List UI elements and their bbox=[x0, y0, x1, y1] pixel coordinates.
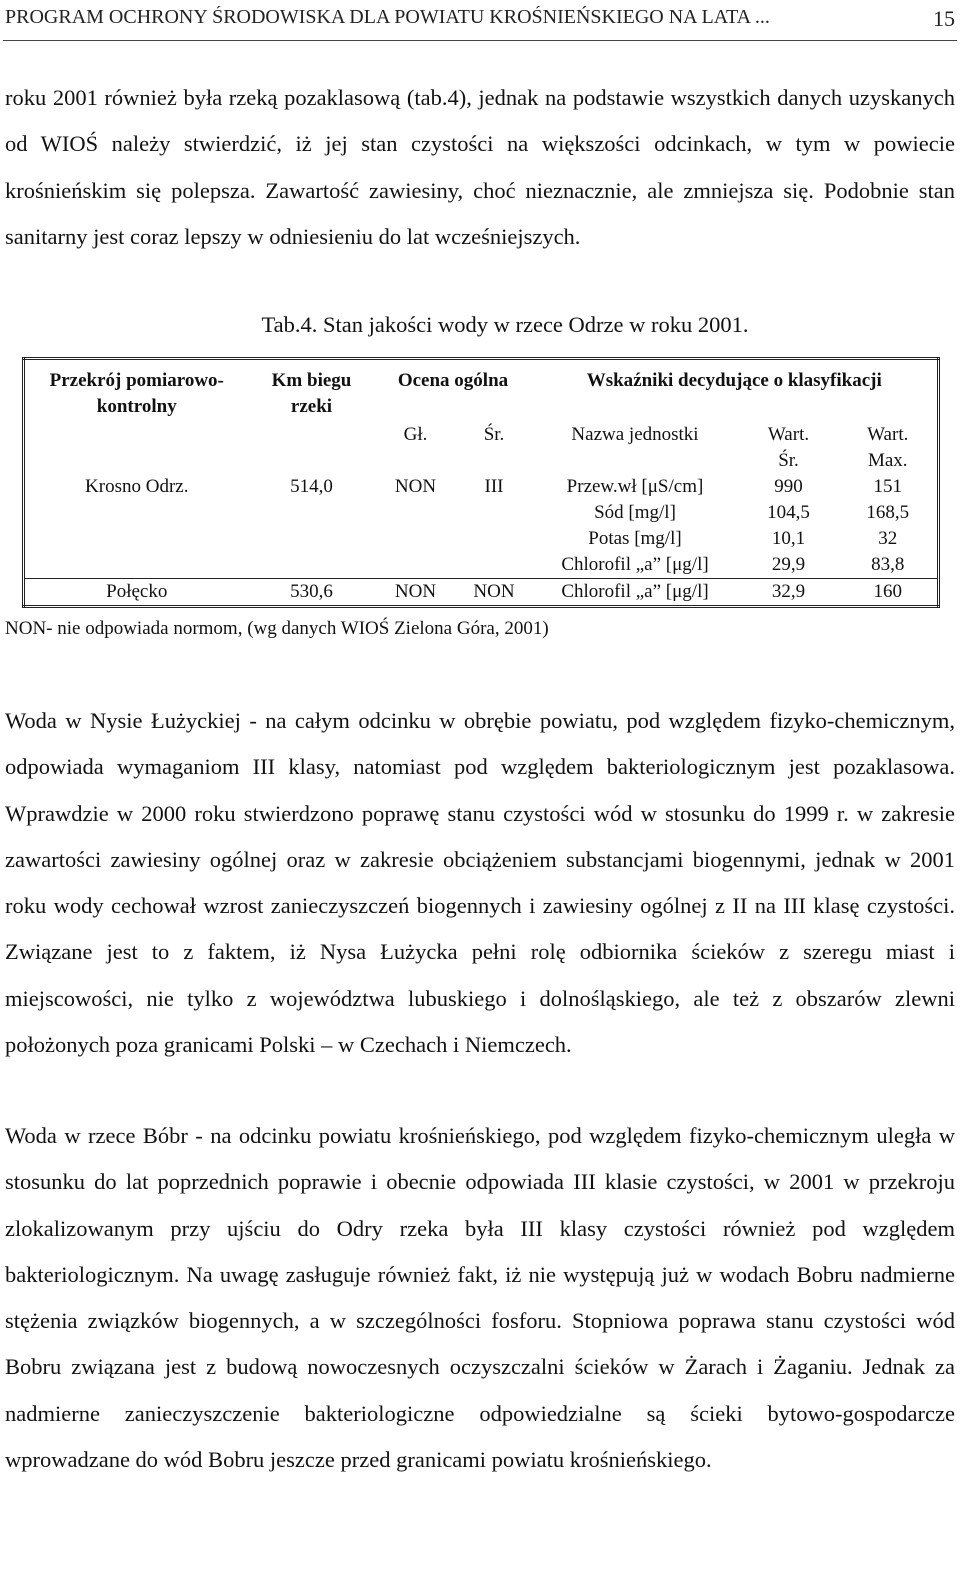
table-subheader-row bbox=[24, 420, 939, 474]
header-indicators: Wskaźniki decydujące o klasyfikacji bbox=[586, 370, 882, 391]
subheader-sr: Śr. bbox=[483, 424, 505, 445]
water-quality-table bbox=[22, 357, 940, 608]
table-row bbox=[24, 474, 939, 579]
table-note: NON- nie odpowiada normom, (wg danych WIOŚ Zielona Góra, 2001) bbox=[5, 618, 549, 639]
header-divider bbox=[3, 40, 957, 41]
paragraph-bobr: Woda w rzece Bóbr - na odcinku powiatu krośnieńskiego, pod względem fizyko-chemicznym uległa w stosunku do lat poprzednich poprawie i obecnie odpowiada III klasie czystości, w 2001 w przekroju zlokalizowanym przy ujściu do Odry rzeka była III klasy czystości również pod względem bakteriologicznym. Na uwagę zasługuje również fakt, iż nie występują już w wodach Bobru nadmierne stężenia związków biogennych, a w szczególności fosforu. Stopniowa poprawa stanu czystości wód Bobru związana jest z budową nowoczesnych oczyszczalni ścieków w Żarach i Żaganiu. Jednak za nadmierne zanieczyszczenie bakteriologiczne odpowiedzialne są ścieki bytowo-gospodarcze wprowadzane do wód Bobru jeszcze przed granicami powiatu krośnieńskiego. bbox=[5, 1123, 955, 1473]
cell-max: 160 bbox=[839, 579, 939, 607]
subheader-gl: Gł. bbox=[403, 424, 428, 445]
subheader-unit-name: Nazwa jednostki bbox=[571, 424, 699, 445]
table-row bbox=[24, 579, 939, 607]
running-header bbox=[5, 4, 955, 34]
cell-km: 530,6 bbox=[249, 579, 375, 607]
table-header-row bbox=[24, 359, 939, 421]
cell-avg: 32,9 bbox=[739, 579, 839, 607]
subheader-avg: Wart. Śr. bbox=[767, 424, 810, 471]
header-section: Przekrój pomiarowo-kontrolny bbox=[49, 370, 224, 417]
cell-sr: NON bbox=[457, 579, 532, 607]
paragraph-nysa: Woda w Nysie Łużyckiej - na całym odcinku w obrębie powiatu, pod względem fizyko-chemicznym, odpowiada wymaganiom III klasy, natomiast pod względem bakteriologicznym jest pozaklasowa. Wprawdzie w 2000 roku stwierdzono poprawę stanu czystości wód w stosunku do 1999 r. w zakresie zawartości zawiesiny ogólnej oraz w zakresie obciążeniem substancjami biogennymi, jednak w 2001 roku wody cechował wzrost zanieczyszczeń biogennych i zawiesiny ogólnej z II na III klasę czystości. Związane jest to z faktem, iż Nysa Łużycka pełni rolę odbiornika ścieków z szeregu miast i miejscowości, nie tylko z województwa lubuskiego i dolnośląskiego, ale też z obszarów zlewni położonych poza granicami Polski – w Czechach i Niemczech. bbox=[5, 708, 955, 1058]
header-assessment: Ocena ogólna bbox=[397, 370, 509, 391]
table-caption: Tab.4. Stan jakości wody w rzece Odrze w roku 2001. bbox=[261, 312, 749, 337]
cell-gl: NON bbox=[375, 579, 457, 607]
cell-sr: III bbox=[484, 476, 504, 497]
subheader-max: Wart. Max. bbox=[867, 424, 909, 471]
cell-avg: 990 104,5 10,1 29,9 bbox=[767, 476, 810, 575]
cell-gl: NON bbox=[394, 476, 437, 497]
cell-units: Przew.wł [μS/cm] Sód [mg/l] Potas [mg/l] Chlorofil „a” [μg/l] bbox=[561, 476, 709, 575]
cell-section: Krosno Odrz. bbox=[85, 476, 189, 497]
paragraph-intro: roku 2001 również była rzeką pozaklasową (tab.4), jednak na podstawie wszystkich danych uzyskanych od WIOŚ należy stwierdzić, iż jej stan czystości na większości odcinkach, w tym w powiecie krośnieńskim się polepsza. Zawartość zawiesiny, choć nieznacznie, ale zmniejsza się. Podobnie stan sanitarny jest coraz lepszy w odniesieniu do lat wcześniejszych. bbox=[5, 85, 955, 249]
cell-max: 151 168,5 32 83,8 bbox=[866, 476, 910, 575]
cell-section: Połęcko bbox=[24, 579, 249, 607]
cell-km: 514,0 bbox=[290, 476, 333, 497]
header-km: Km biegu rzeki bbox=[271, 370, 352, 417]
page-number: 15 bbox=[933, 6, 955, 31]
cell-units: Chlorofil „a” [μg/l] bbox=[532, 579, 739, 607]
document-title: PROGRAM OCHRONY ŚRODOWISKA DLA POWIATU KROŚNIEŃSKIEGO NA LATA ... bbox=[5, 6, 770, 28]
